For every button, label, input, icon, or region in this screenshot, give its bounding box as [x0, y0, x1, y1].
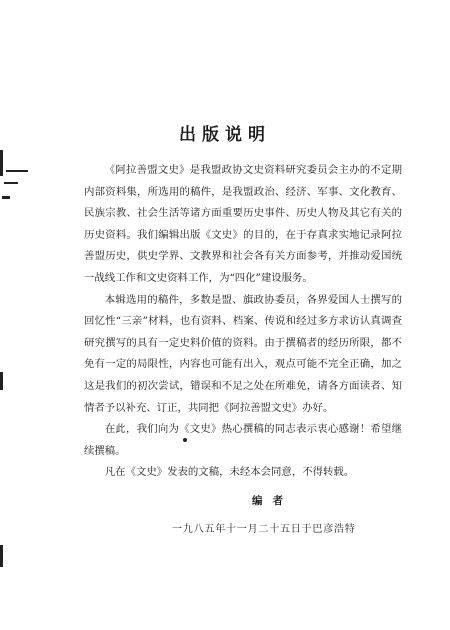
scan-artifact-left-bottom: [0, 545, 3, 567]
body-text: [84, 160, 402, 484]
paragraph-copyright: 凡在《文史》发表的文稿，未经本会同意，不得转载。: [104, 466, 355, 479]
date-line: 一九八五年十一月二十五日于巴彦浩特: [172, 524, 356, 535]
author-signature: 编者: [252, 495, 293, 507]
paragraph-purpose: 《阿拉善盟文史》是我盟政协文史资料研究委员会主办的不定期内部资料集，所选用的稿件，是我盟政治、经济、军事、文化教育、民族宗教、社会生活等诸方面重要历史事件、历史人物及其它有关的历史资料。我们编辑出版《文史》的目的，在于存真求实地记录阿拉善盟历史，供史学界、文教界和社会各有关方面参考，并推动爱国统一战线工作和文史资料工作，为“四化”建设服务。: [84, 164, 402, 284]
scan-artifact-left-mark-2: [4, 182, 18, 184]
page-title: 出版说明: [179, 125, 271, 145]
ink-dot: [183, 438, 187, 442]
scan-artifact-left-mark: [6, 170, 28, 172]
scan-artifact-left-middle: [0, 372, 3, 390]
paragraph-content: 本辑选用的稿件，多数是盟、旗政协委员，各界爱国人士撰写的回忆性“三亲”材料，也有资料、档案、传说和经过多方求访认真调查研究撰写的具有一定史料价值的资料。由于撰稿者的经历所限，都不免有一定的局限性，内容也可能有出入，观点可能不完全正确，加之这是我们的初次尝试，错误和不足之处在所难免，请各方面读者、知情者予以补充、订正，共同把《阿拉善盟文史》办好。: [84, 293, 402, 414]
scan-artifact-left-top: [0, 150, 3, 176]
paragraph-thanks: 在此，我们向为《文史》热心撰稿的同志表示衷心感谢！希望继续撰稿。: [84, 423, 402, 457]
scan-artifact-left-mark-3: [2, 196, 10, 199]
